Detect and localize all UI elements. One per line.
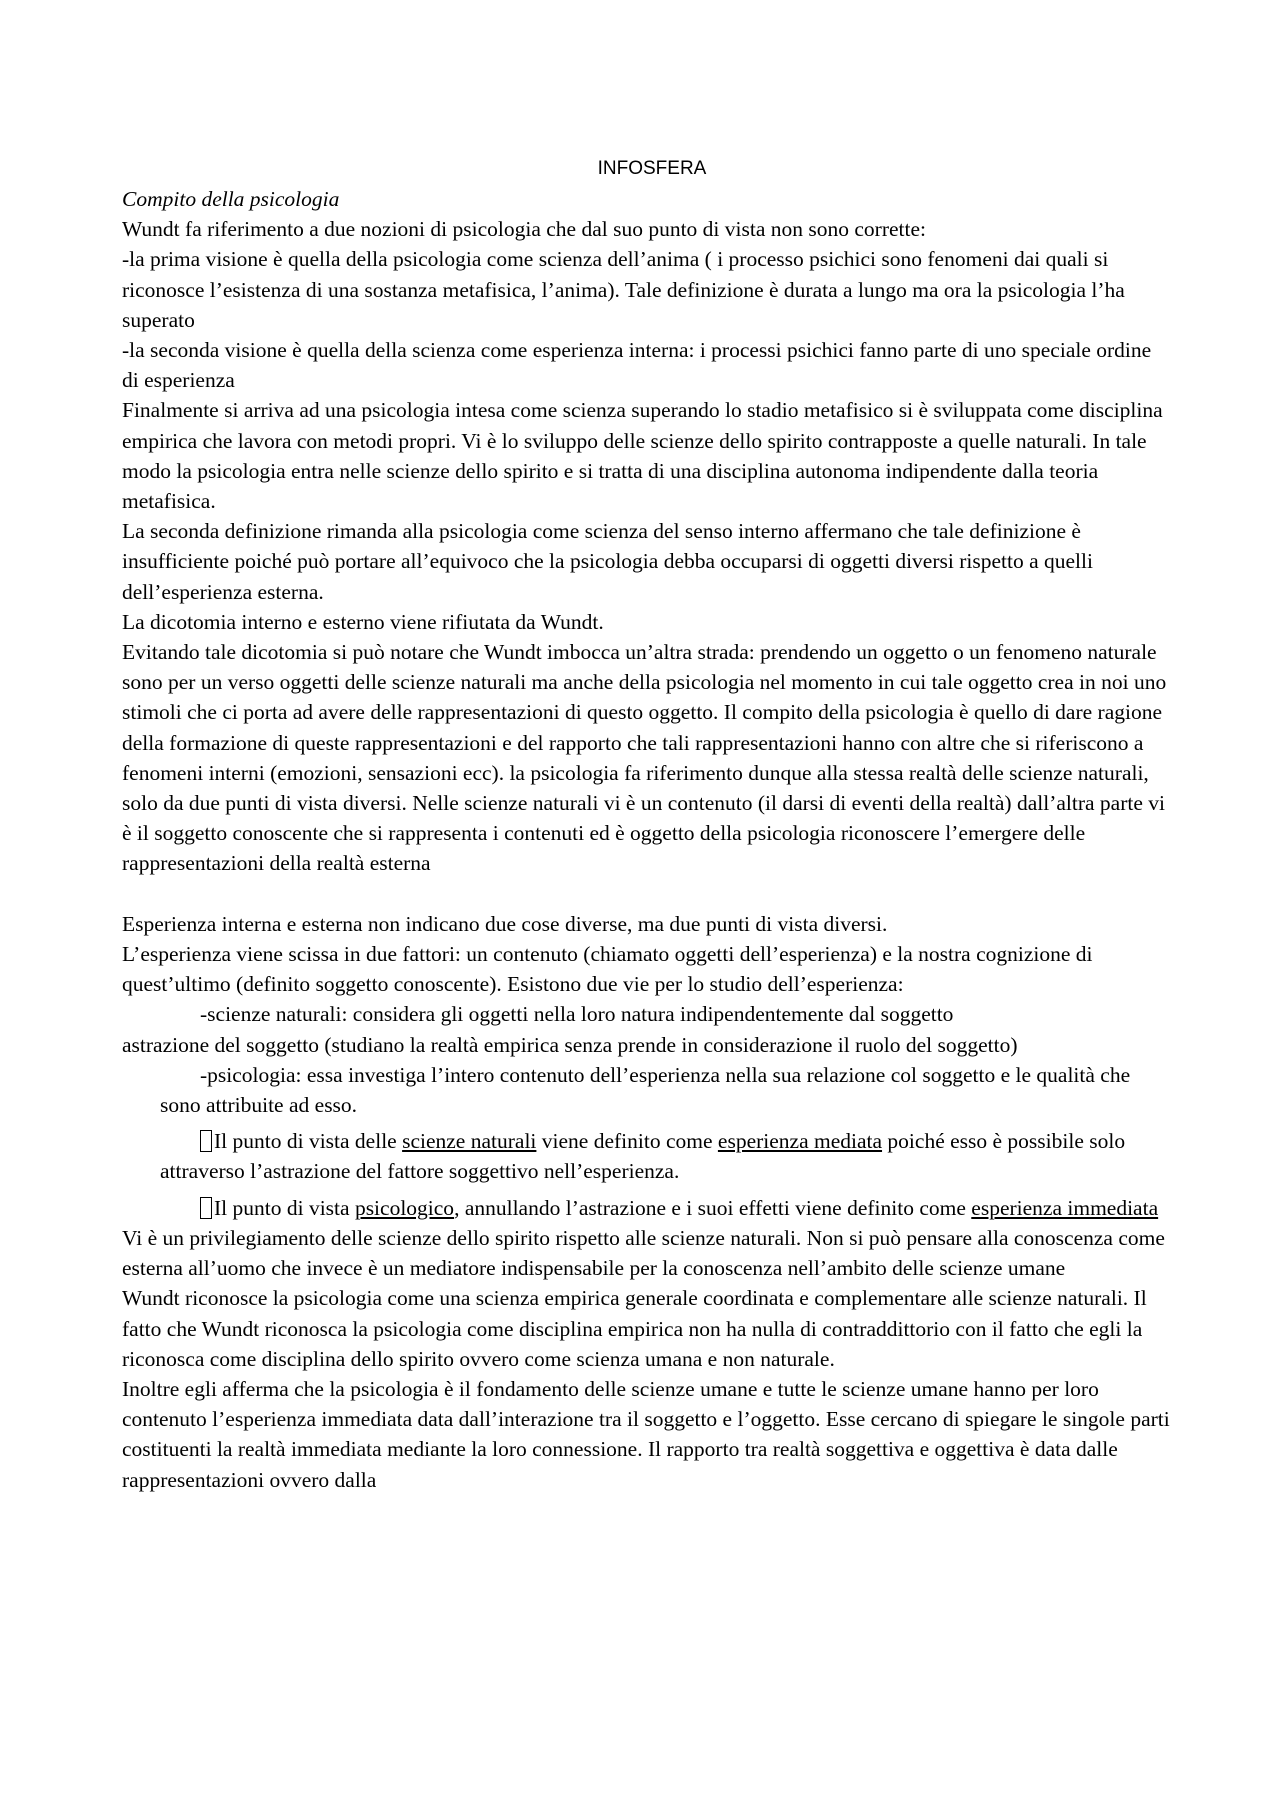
point-esperienza-mediata xyxy=(122,1126,1172,1186)
point-text: , annullando l’astrazione e i suoi effetti viene definito come xyxy=(454,1195,972,1220)
document-body xyxy=(122,154,1172,1495)
paragraph: Esperienza interna e esterna non indicano due cose diverse, ma due punti di vista diversi. xyxy=(122,911,888,936)
point-text: Il punto di vista delle xyxy=(214,1129,403,1154)
paragraph: La dicotomia interno e esterno viene rifiutata da Wundt. xyxy=(122,609,604,634)
checkbox-symbol-icon xyxy=(200,1130,212,1152)
list-item-continuation: astrazione del soggetto (studiano la realtà empirica senza prende in considerazione il ruolo del soggetto) xyxy=(122,1032,1018,1057)
blank-line xyxy=(122,879,1172,909)
document-title: INFOSFERA xyxy=(597,158,707,179)
paragraph: Vi è un privilegiamento delle scienze dello spirito rispetto alle scienze naturali. Non si può pensare alla conoscenza come esterna all’uomo che invece è un mediatore indispensabile per la conoscenza nell’ambito delle scienze umane xyxy=(122,1225,1165,1281)
point-esperienza-immediata xyxy=(122,1193,1172,1223)
checkbox-symbol-icon xyxy=(200,1197,212,1219)
paragraph: Inoltre egli afferma che la psicologia è il fondamento delle scienze umane e tutte le scienze umane hanno per loro contenuto l’esperienza immediata data dall’interazione tra il soggetto e l’oggetto. Esse cercano di spiegare le singole parti costituenti la realtà immediata mediante la loro connessione. Il rapporto tra realtà soggettiva e oggettiva è data dalle rappresentazioni ovvero dalla xyxy=(122,1376,1170,1492)
paragraph: Wundt riconosce la psicologia come una scienza empirica generale coordinata e complementare alle scienze naturali. Il fatto che Wundt riconosca la psicologia come disciplina empirica non ha nulla di contraddittorio con il fatto che egli la riconosca come disciplina dello spirito ovvero come scienza umana e non naturale. xyxy=(122,1286,1147,1371)
underlined-term: scienze naturali xyxy=(402,1129,537,1154)
underlined-term: esperienza immediata xyxy=(971,1195,1159,1220)
paragraph: L’esperienza viene scissa in due fattori: un contenuto (chiamato oggetti dell’esperienza) e la nostra cognizione di quest’ultimo (definito soggetto conoscente). Esistono due vie per lo studio dell’esperienza: xyxy=(122,942,1093,997)
underlined-term: psicologico xyxy=(354,1195,455,1220)
point-text: viene definito come xyxy=(536,1129,718,1154)
section-subtitle: Compito della psicologia xyxy=(122,187,340,211)
list-item-psicologia: -psicologia: essa investiga l’intero contenuto dell’esperienza nella sua relazione col soggetto e le qualità che sono attribuite ad esso. xyxy=(160,1062,1131,1118)
list-item-scienze-naturali: -scienze naturali: considera gli oggetti nella loro natura indipendentemente dal soggetto xyxy=(200,1002,954,1027)
underlined-term: esperienza mediata xyxy=(717,1129,883,1154)
paragraph: Wundt fa riferimento a due nozioni di psicologia che dal suo punto di vista non sono corrette: xyxy=(122,217,926,242)
bullet-paragraph: -la prima visione è quella della psicologia come scienza dell’anima ( i processo psichici sono fenomeni dai quali si riconosce l’esistenza di una sostanza metafisica, l’anima). Tale definizione è durata a lungo ma ora la psicologia l’ha superato xyxy=(122,247,1125,332)
point-text: poiché esso è possibile solo attraverso l’astrazione del fattore soggettivo nell’esperienza. xyxy=(160,1129,1126,1184)
paragraph: La seconda definizione rimanda alla psicologia come scienza del senso interno affermano che tale definizione è insufficiente poiché può portare all’equivoco che la psicologia debba occuparsi di oggetti diversi rispetto a quelli dell’esperienza esterna. xyxy=(122,519,1093,604)
paragraph: Evitando tale dicotomia si può notare che Wundt imbocca un’altra strada: prendendo un oggetto o un fenomeno naturale sono per un verso oggetti delle scienze naturali ma anche della psicologia nel momento in cui tale oggetto crea in noi uno stimoli che ci porta ad avere delle rappresentazioni di questo oggetto. Il compito della psicologia è quello di dare ragione della formazione di queste rappresentazioni e del rapporto che tali rappresentazioni hanno con altre che si riferiscono a fenomeni interni (emozioni, sensazioni ecc). la psicologia fa riferimento dunque alla stessa realtà delle scienze naturali, solo da due punti di vista diversi. Nelle scienze naturali vi è un contenuto (il darsi di eventi della realtà) dall’altra parte vi è il soggetto conoscente che si rappresenta i contenuti ed è oggetto della psicologia riconoscere l’emergere delle rappresentazioni della realtà esterna xyxy=(122,640,1167,876)
bullet-paragraph: -la seconda visione è quella della scienza come esperienza interna: i processi psichici fanno parte di uno speciale ordine di esperienza xyxy=(122,338,1152,393)
paragraph: Finalmente si arriva ad una psicologia intesa come scienza superando lo stadio metafisico si è sviluppata come disciplina empirica che lavora con metodi propri. Vi è lo sviluppo delle scienze dello spirito contrapposte a quelle naturali. In tale modo la psicologia entra nelle scienze dello spirito e si tratta di una disciplina autonoma indipendente dalla teoria metafisica. xyxy=(122,398,1163,514)
point-text: Il punto di vista xyxy=(214,1195,355,1220)
